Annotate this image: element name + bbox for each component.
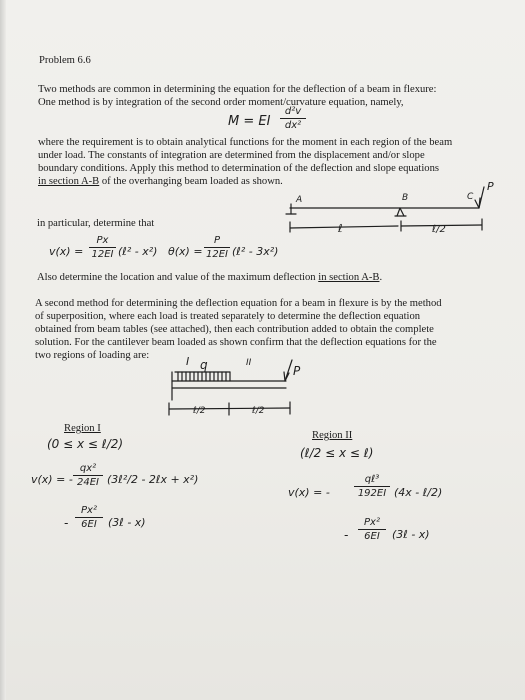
region-1-tail-1: (3ℓ²/2 - 2ℓx + x²) [107,473,199,486]
region-2-tail-2: (3ℓ - x) [392,528,430,541]
eq-theta-den: 12EI [206,249,228,260]
region-2-lhs: v(x) = - [288,486,330,499]
eq-v-num: Px [96,235,109,246]
para2-line-2: under load. The constants of integration are determined from the displacement and/or slope [38,150,425,161]
eq-v-den: 12EI [91,249,114,260]
region-1-num-2: Px² [81,505,97,516]
beam2-span-1: ℓ/2 [193,406,206,416]
point-load-label: P [293,364,301,378]
fraction-bar [73,475,103,476]
para3-line-4: solution. For the cantilever beam loaded as shown confirm that the deflection equations for the [35,337,437,348]
dist-load-label: q [200,358,208,372]
also-line-text: Also determine the location and value of the maximum deflection [37,272,319,283]
region-one-mark: I [186,355,190,368]
problem-title: Problem 6.6 [39,55,91,66]
region-2-title: Region II [312,430,353,441]
region-1-range: (0 ≤ x ≤ ℓ/2) [47,437,124,451]
region-2-den-2: 6EI [364,531,380,542]
label-c: C [467,192,474,202]
eq-v-lhs: v(x) = [49,245,84,258]
region-2-range: (ℓ/2 ≤ x ≤ ℓ) [300,446,374,460]
label-b: B [402,193,409,203]
also-line-end: . [379,272,383,283]
moment-eq-lhs: M = EI [228,114,271,129]
label-span-2: ℓ/2 [432,224,446,235]
para2-line-3: boundary conditions. Apply this method to determination of the deflection and slope equations [38,163,440,174]
region-1-fraction-1 [73,463,103,488]
section-ab-link: in section A-B [38,176,100,187]
intro-line-1: Two methods are common in determining the equation for the deflection of a beam in flexure: [38,84,437,95]
region-1-lhs: v(x) = - [31,473,73,486]
region-1-den-1: 24EI [77,477,99,488]
region-2-num-2: Px² [364,517,380,528]
para3-line-1: A second method for determining the deflection equation for a beam in flexure is by the method [35,298,442,309]
eq-theta-num: P [213,235,221,246]
region-1-den-2: 6EI [81,519,97,530]
eq-theta-lhs: θ(x) = [168,245,203,258]
para3-line-5: two regions of loading are: [35,350,150,361]
para2-line-4-rest: of the overhanging beam loaded as shown. [99,176,283,187]
region-two-mark: II [246,358,252,368]
region-2-sign-2: - [344,528,349,542]
region-1-sign-2: - [64,516,69,530]
determine-line: in particular, determine that [37,218,155,229]
fraction-bar [358,529,386,530]
beam2-span-2: ℓ/2 [252,406,265,416]
region-2-fraction-2 [358,517,386,542]
label-p: P [487,180,494,193]
eq-v-tail: (ℓ² - x²) [118,245,158,258]
region-1-fraction-2 [75,505,103,530]
fraction-bar [354,486,390,487]
para2-line-1: where the requirement is to obtain analytical functions for the moment in each region of the beam [38,137,453,148]
moment-eq-den: dx² [284,120,302,131]
distributed-load-hatch [175,372,230,381]
eq-theta-tail: (ℓ² - 3x²) [232,245,279,258]
region-2-fraction-1 [354,474,390,499]
region-2-num-1: qℓ³ [364,474,380,485]
region-1-tail-2: (3ℓ - x) [108,516,146,529]
label-a: A [296,195,303,205]
moment-eq-num: d²v [284,106,302,117]
region-1-num-1: qx² [79,463,97,474]
fraction-bar [75,517,103,518]
region-2-den-1: 192EI [357,488,387,499]
section-ab-link-2: in section A-B [318,272,380,283]
region-1-title: Region I [64,423,101,434]
para3-line-3: obtained from beam tables (see attached), then each contribution added to obtain the complete [35,324,434,335]
region-2-tail-1: (4x - ℓ/2) [394,486,443,499]
label-span-1: ℓ [338,222,343,235]
intro-line-2: One method is by integration of the second order moment/curvature equation, namely, [38,97,404,108]
para3-line-2: of superposition, where each load is treated separately to determine the deflection equation [35,311,421,322]
